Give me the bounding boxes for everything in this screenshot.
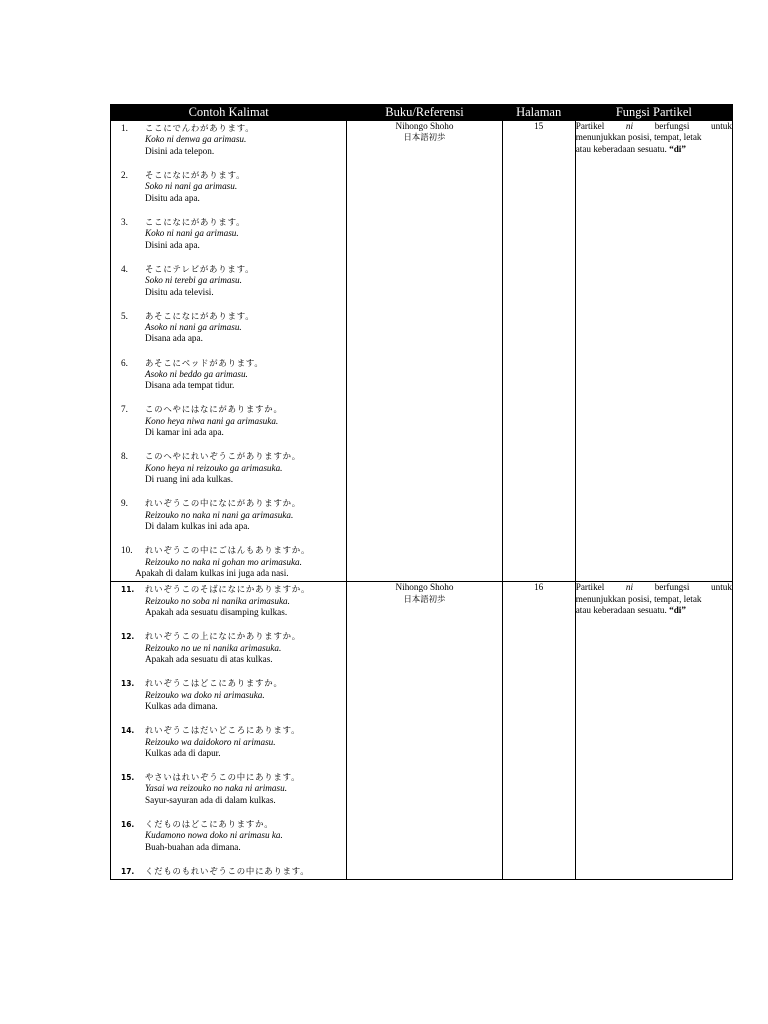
- section-row: [111, 121, 733, 582]
- example-item: [111, 123, 346, 157]
- japanese-sentence: れいぞうこの中になにがありますか。: [145, 498, 301, 509]
- romaji-sentence: Kudamono nowa doko ni arimasu ka.: [145, 830, 283, 841]
- example-number: 10.: [121, 545, 133, 556]
- romaji-sentence: Kono heya niwa nani ga arimasuka.: [145, 415, 279, 426]
- example-item: [111, 358, 346, 392]
- example-item: [111, 170, 346, 204]
- example-number: 6.: [121, 357, 128, 368]
- example-item: [111, 772, 346, 806]
- romaji-sentence: Koko ni denwa ga arimasu.: [145, 134, 247, 145]
- particle-function-cell: [575, 121, 732, 582]
- examples-cell: [111, 121, 347, 582]
- function-line: menunjukkan posisi, tempat, letak: [575, 132, 702, 143]
- romaji-sentence: Kono heya ni reizouko ga arimasuka.: [145, 462, 283, 473]
- romaji-sentence: Reizouko no ue ni nanika arimasuka.: [145, 642, 282, 653]
- japanese-sentence: あそこになにがあります。: [145, 310, 255, 321]
- reference-title: Nihongo Shoho: [395, 582, 454, 593]
- japanese-sentence: あそこにベッドがあります。: [145, 357, 264, 368]
- indonesian-translation: Disitu ada apa.: [145, 192, 200, 203]
- indonesian-translation: Disana ada apa.: [145, 333, 203, 344]
- example-number: 2.: [121, 169, 128, 180]
- japanese-sentence: そこにテレビがあります。: [145, 263, 255, 274]
- example-item: [111, 584, 346, 618]
- romaji-sentence: Yasai wa reizouko no naka ni arimasu.: [145, 783, 287, 794]
- indonesian-translation: Kulkas ada dimana.: [145, 701, 218, 711]
- japanese-sentence: れいぞうこの上になにかありますか。: [145, 631, 301, 642]
- particle-meaning: “di”: [669, 605, 686, 616]
- romaji-sentence: Reizouko wa doko ni arimasuka.: [145, 689, 265, 700]
- example-number: 13.: [121, 679, 135, 689]
- indonesian-translation: Sayur-sayuran ada di dalam kulkas.: [145, 794, 276, 805]
- indonesian-translation: Disana ada tempat tidur.: [145, 380, 235, 391]
- example-number: 3.: [121, 216, 128, 227]
- indonesian-translation: Buah-buahan ada dimana.: [145, 841, 241, 852]
- function-line: atau keberadaan sesuatu.: [575, 605, 667, 616]
- function-word: berfungsi: [654, 121, 690, 131]
- japanese-sentence: このへやにれいぞうこがありますか。: [145, 451, 301, 462]
- header-fungsi-partikel: Fungsi Partikel: [575, 105, 732, 121]
- indonesian-translation: Apakah ada sesuatu di atas kulkas.: [145, 654, 273, 665]
- particle-examples-table: [110, 104, 733, 880]
- japanese-sentence: くだものはどこにありますか。: [145, 818, 274, 829]
- example-number: 12.: [121, 632, 135, 642]
- romaji-sentence: Soko ni nani ga arimasu.: [145, 181, 238, 192]
- japanese-sentence: やさいはれいぞうこの中にあります。: [145, 772, 301, 782]
- function-line: atau keberadaan sesuatu.: [575, 143, 667, 154]
- japanese-sentence: このへやにはなにがありますか。: [145, 404, 283, 415]
- page-number-cell: 15: [502, 121, 575, 582]
- example-item: [111, 498, 346, 532]
- indonesian-translation: Di dalam kulkas ini ada apa.: [145, 521, 250, 532]
- example-number: 7.: [121, 404, 128, 415]
- indonesian-translation: Disini ada telepon.: [145, 145, 215, 156]
- example-item: [111, 264, 346, 298]
- function-word: ni: [625, 582, 634, 593]
- particle-function-cell: [575, 582, 732, 880]
- indonesian-translation: Di kamar ini ada apa.: [145, 427, 224, 438]
- examples-cell: [111, 582, 347, 880]
- example-item: [111, 311, 346, 345]
- example-item: [111, 866, 346, 877]
- example-number: 4.: [121, 263, 128, 274]
- function-word: berfungsi: [654, 582, 690, 593]
- section-row: [111, 582, 733, 880]
- particle-meaning: “di”: [669, 143, 686, 154]
- header-halaman: Halaman: [502, 105, 575, 121]
- function-line: menunjukkan posisi, tempat, letak: [575, 593, 702, 604]
- romaji-sentence: Reizouko no naka ni nani ga arimasuka.: [145, 509, 294, 520]
- example-number: 17.: [121, 866, 135, 876]
- indonesian-translation: Apakah ada sesuatu disamping kulkas.: [145, 607, 288, 618]
- indonesian-translation: Kulkas ada di dapur.: [145, 747, 221, 758]
- example-number: 14.: [121, 726, 135, 736]
- japanese-sentence: ここにでんわがあります。: [145, 123, 255, 133]
- indonesian-translation: Disini ada apa.: [145, 239, 200, 250]
- reference-cell: [347, 582, 502, 880]
- reference-title-japanese: 日本語初歩: [403, 132, 446, 143]
- example-item: [111, 451, 346, 485]
- indonesian-translation: Apakah di dalam kulkas ini juga ada nasi.: [135, 567, 289, 578]
- function-word: untuk: [711, 121, 732, 131]
- page-number-cell: 16: [502, 582, 575, 880]
- example-number: 9.: [121, 498, 128, 509]
- example-number: 16.: [121, 819, 135, 829]
- japanese-sentence: れいぞうこはだいどころにあります。: [145, 725, 301, 736]
- reference-title-japanese: 日本語初歩: [403, 593, 446, 604]
- romaji-sentence: Reizouko wa daidokoro ni arimasu.: [145, 736, 276, 747]
- function-word: Partikel: [575, 121, 605, 131]
- header-row: [111, 105, 733, 121]
- header-contoh-kalimat: Contoh Kalimat: [111, 105, 347, 121]
- example-number: 15.: [121, 773, 135, 782]
- reference-title: Nihongo Shoho: [395, 121, 454, 131]
- function-word: Partikel: [575, 582, 605, 593]
- function-word: ni: [625, 121, 634, 131]
- header-buku-referensi: Buku/Referensi: [347, 105, 502, 121]
- example-number: 1.: [121, 123, 128, 133]
- japanese-sentence: ここになにがあります。: [145, 216, 246, 227]
- example-item: [111, 725, 346, 759]
- function-word: untuk: [711, 582, 732, 593]
- example-item: [111, 678, 346, 712]
- romaji-sentence: Koko ni nani ga arimasu.: [145, 228, 239, 239]
- romaji-sentence: Asoko ni nani ga arimasu.: [145, 322, 242, 333]
- indonesian-translation: Di ruang ini ada kulkas.: [145, 474, 234, 485]
- japanese-sentence: れいぞうこの中にごはんもありますか。: [145, 545, 311, 556]
- reference-cell: [347, 121, 502, 582]
- japanese-sentence: そこになにがあります。: [145, 169, 246, 180]
- example-item: [111, 404, 346, 438]
- example-item: [111, 545, 346, 579]
- example-item: [111, 217, 346, 251]
- romaji-sentence: Soko ni terebi ga arimasu.: [145, 275, 242, 286]
- example-item: [111, 631, 346, 665]
- romaji-sentence: Reizouko no naka ni gohan mo arimasuka.: [145, 556, 302, 567]
- romaji-sentence: Asoko ni beddo ga arimasu.: [145, 368, 248, 379]
- japanese-sentence: れいぞうこのそばになにかありますか。: [145, 584, 311, 595]
- japanese-sentence: れいぞうこはどこにありますか。: [145, 678, 283, 689]
- japanese-sentence: くだものもれいぞうこの中にあります。: [145, 865, 310, 876]
- example-number: 8.: [121, 451, 128, 462]
- romaji-sentence: Reizouko no soba ni nanika arimasuka.: [145, 595, 290, 606]
- example-item: [111, 819, 346, 853]
- example-number: 5.: [121, 310, 128, 321]
- indonesian-translation: Disitu ada televisi.: [145, 286, 214, 297]
- example-number: 11.: [121, 585, 135, 595]
